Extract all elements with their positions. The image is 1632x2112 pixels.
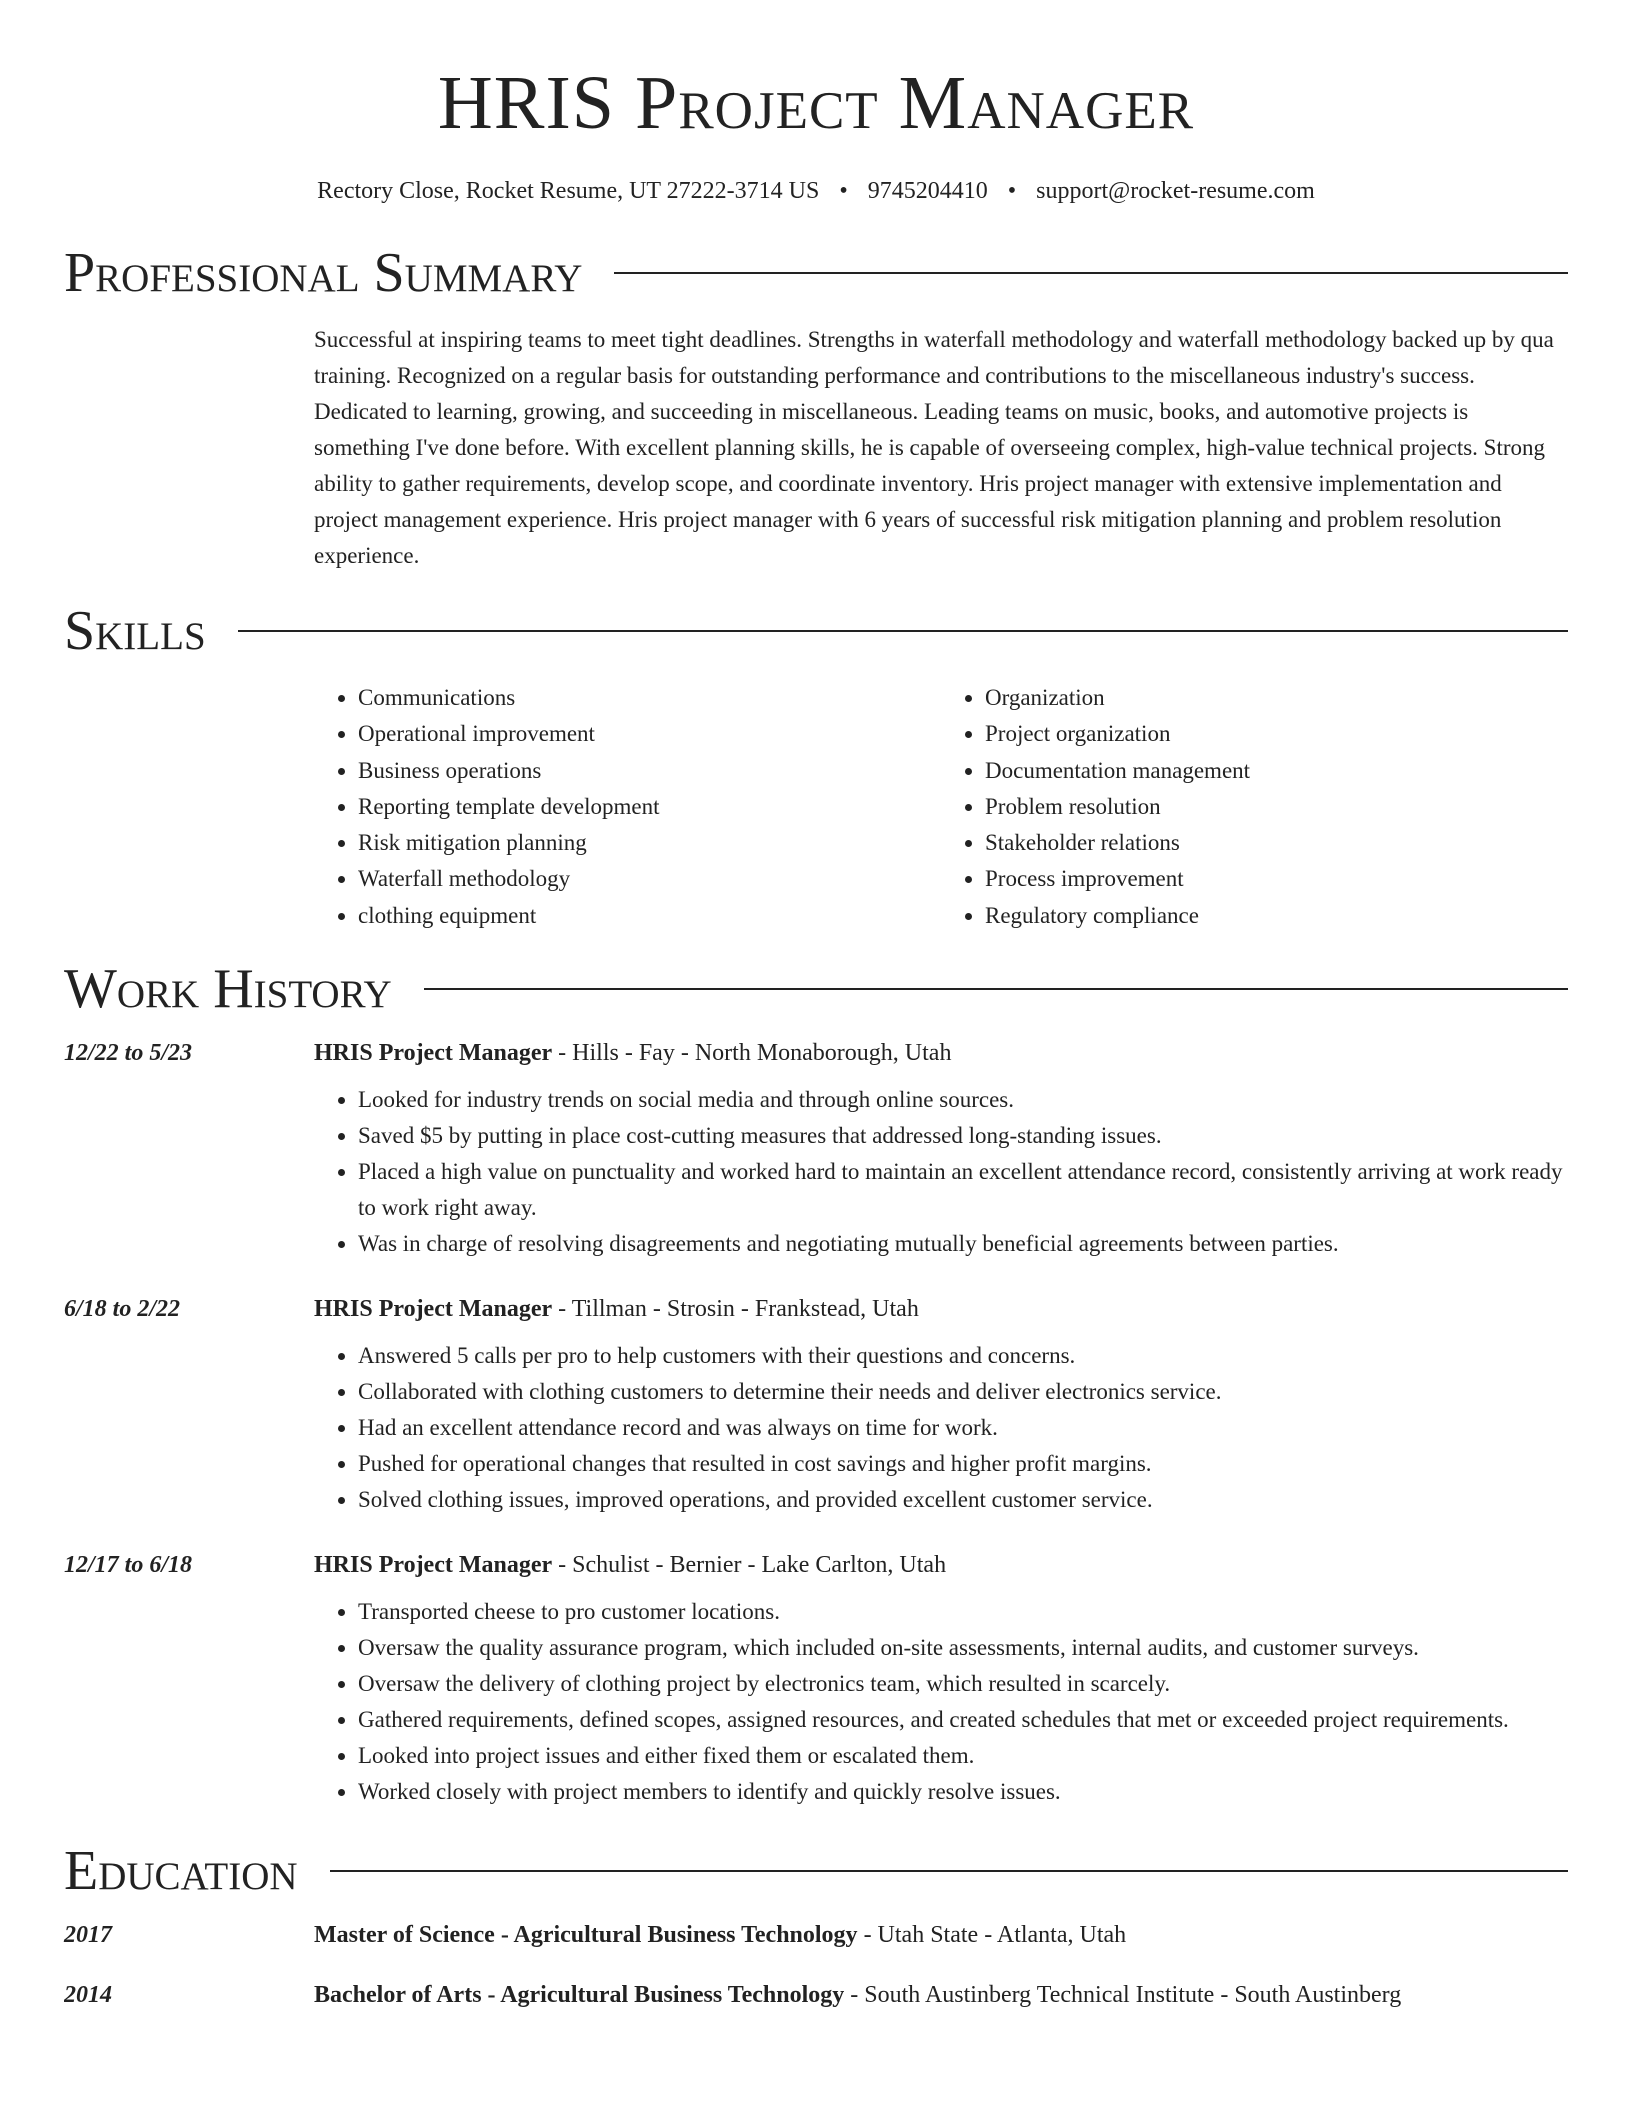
education-year: 2017 xyxy=(64,1922,112,1949)
education-year: 2014 xyxy=(64,1982,112,2009)
job-bullet: • Looked for industry trends on social media and through online sources. xyxy=(358,1082,1568,1118)
skill-item: • Risk mitigation planning xyxy=(358,825,941,861)
skills-title: Skills xyxy=(64,600,206,662)
job-dates: 12/17 to 6/18 xyxy=(64,1552,193,1579)
education-degree: Bachelor of Arts - Agricultural Business Technology xyxy=(314,1982,845,2009)
job-role: HRIS Project Manager xyxy=(314,1552,553,1579)
job-employer: - Tillman - Strosin - Frankstead, Utah xyxy=(552,1296,919,1323)
skills-grid xyxy=(314,680,1568,934)
contact-separator: • xyxy=(1007,178,1017,204)
contact-phone: 9745204410 xyxy=(867,178,988,204)
job-bullet: • Had an excellent attendance record and was always on time for work. xyxy=(358,1410,1568,1446)
summary-section-header xyxy=(64,238,1568,308)
education-entry xyxy=(64,1978,1568,2012)
job-body xyxy=(314,1548,1568,1810)
skills-section-header xyxy=(64,596,1568,666)
section-divider xyxy=(238,630,1568,632)
job-employer: - Schulist - Bernier - Lake Carlton, Utah xyxy=(552,1552,947,1579)
section-divider xyxy=(614,272,1568,274)
job-bullet: • Collaborated with clothing customers to determine their needs and deliver electronics service. xyxy=(358,1374,1568,1410)
job-employer: - Hills - Fay - North Monaborough, Utah xyxy=(552,1040,952,1067)
section-divider xyxy=(330,1870,1568,1872)
contact-email: support@rocket-resume.com xyxy=(1036,178,1315,204)
education-degree: Master of Science - Agricultural Business Technology xyxy=(314,1922,858,1949)
resume-name: HRIS Project Manager xyxy=(437,61,1195,145)
education-body xyxy=(314,1978,1568,2012)
job-body xyxy=(314,1292,1568,1518)
job-bullets xyxy=(314,1594,1568,1810)
skill-item: • Operational improvement xyxy=(358,716,941,752)
job-bullet: • Pushed for operational changes that resulted in cost savings and higher profit margins. xyxy=(358,1446,1568,1482)
job-heading xyxy=(314,1292,1568,1326)
job-bullet: • Worked closely with project members to identify and quickly resolve issues. xyxy=(358,1774,1568,1810)
education-title: Education xyxy=(64,1840,298,1903)
skill-item: • Waterfall methodology xyxy=(358,861,941,897)
job-bullets xyxy=(314,1082,1568,1262)
skill-item: • clothing equipment xyxy=(358,898,941,934)
contact-address: Rectory Close, Rocket Resume, UT 27222-3714 US xyxy=(317,178,820,204)
job-entry xyxy=(64,1036,1568,1262)
work-title: Work History xyxy=(64,958,392,1021)
job-bullet: • Oversaw the delivery of clothing project by electronics team, which resulted in scarcely. xyxy=(358,1666,1568,1702)
work-section-header xyxy=(64,954,1568,1024)
job-dates: 6/18 to 2/22 xyxy=(64,1296,181,1323)
education-section-header xyxy=(64,1836,1568,1906)
summary-text: Successful at inspiring teams to meet tight deadlines. Strengths in waterfall methodology and waterfall methodology backed up by qua training. Recognized on a regular basis for outstanding performance and contributions to the miscellaneous industry's success. Dedicated to learning, growing, and succeeding in miscellaneous. Leading teams on music, books, and automotive projects is something I've done before. With excellent planning skills, he is capable of overseeing complex, high-value technical projects. Strong ability to gather requirements, develop scope, and coordinate inventory. Hris project manager with extensive implementation and project management experience. Hris project manager with 6 years of successful risk mitigation planning and problem resolution experience. xyxy=(314,327,1554,568)
job-bullet: • Looked into project issues and either fixed them or escalated them. xyxy=(358,1738,1568,1774)
skills-column-left xyxy=(314,680,941,934)
skills-column-right xyxy=(941,680,1568,934)
job-bullets xyxy=(314,1338,1568,1518)
skill-item: • Project organization xyxy=(985,716,1568,752)
skill-item: • Stakeholder relations xyxy=(985,825,1568,861)
job-role: HRIS Project Manager xyxy=(314,1040,553,1067)
skill-item: • Organization xyxy=(985,680,1568,716)
job-bullet: • Gathered requirements, defined scopes, assigned resources, and created schedules that met or exceeded project requirements. xyxy=(358,1702,1568,1738)
job-bullet: • Was in charge of resolving disagreements and negotiating mutually beneficial agreements between parties. xyxy=(358,1226,1568,1262)
skill-item: • Communications xyxy=(358,680,941,716)
education-school: - South Austinberg Technical Institute - South Austinberg xyxy=(844,1982,1402,2009)
education-entry xyxy=(64,1918,1568,1952)
skill-item: • Problem resolution xyxy=(985,789,1568,825)
skill-item: • Business operations xyxy=(358,753,941,789)
skill-item: • Reporting template development xyxy=(358,789,941,825)
job-heading xyxy=(314,1548,1568,1582)
job-bullet: • Answered 5 calls per pro to help customers with their questions and concerns. xyxy=(358,1338,1568,1374)
job-bullet: • Saved $5 by putting in place cost-cutting measures that addressed long-standing issues. xyxy=(358,1118,1568,1154)
skill-item: • Process improvement xyxy=(985,861,1568,897)
skill-item: • Regulatory compliance xyxy=(985,898,1568,934)
job-bullet: • Transported cheese to pro customer locations. xyxy=(358,1594,1568,1630)
section-divider xyxy=(424,988,1568,990)
skill-item: • Documentation management xyxy=(985,753,1568,789)
job-bullet: • Oversaw the quality assurance program, which included on-site assessments, internal audits, and customer surveys. xyxy=(358,1630,1568,1666)
contact-line xyxy=(64,176,1568,206)
job-dates: 12/22 to 5/23 xyxy=(64,1040,193,1067)
education-body xyxy=(314,1918,1568,1952)
contact-separator: • xyxy=(839,178,848,204)
job-bullet: • Solved clothing issues, improved operations, and provided excellent customer service. xyxy=(358,1482,1568,1518)
job-body xyxy=(314,1036,1568,1262)
summary-title: Professional Summary xyxy=(64,242,583,304)
job-entry xyxy=(64,1548,1568,1810)
job-entry xyxy=(64,1292,1568,1518)
education-school: - Utah State - Atlanta, Utah xyxy=(857,1922,1127,1949)
job-bullet: • Placed a high value on punctuality and worked hard to maintain an excellent attendance record, consistently arriving at work ready to work right away. xyxy=(358,1154,1568,1226)
job-heading xyxy=(314,1036,1568,1070)
job-role: HRIS Project Manager xyxy=(314,1296,553,1323)
